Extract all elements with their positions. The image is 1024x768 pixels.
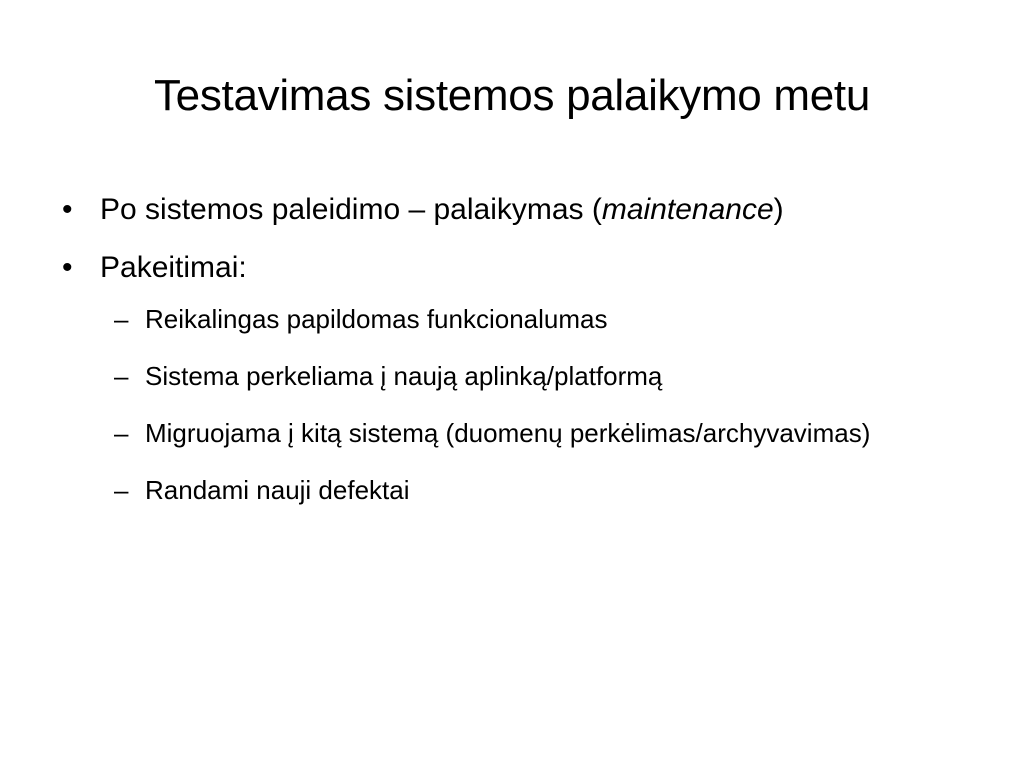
bullet-icon: • <box>62 193 73 226</box>
sub-bullet-list <box>56 300 956 510</box>
sub-bullet-text: Reikalingas papildomas funkcionalumas <box>145 304 608 334</box>
dash-icon: – <box>114 304 129 334</box>
dash-icon: – <box>114 418 129 448</box>
slide-content <box>56 188 956 528</box>
sub-bullet-text: Randami nauji defektai <box>145 475 410 505</box>
bullet-icon: • <box>62 251 73 284</box>
sub-bullet-text: Sistema perkeliama į naują aplinką/platformą <box>145 361 663 391</box>
dash-icon: – <box>114 475 129 505</box>
bullet-text-italic: maintenance <box>601 193 774 226</box>
sub-bullet-item <box>56 414 956 453</box>
bullet-item <box>56 188 956 232</box>
bullet-item <box>56 246 956 290</box>
sub-bullet-item <box>56 471 956 510</box>
sub-bullet-item <box>56 357 956 396</box>
bullet-text-end: ) <box>773 193 784 226</box>
bullet-text-start: Po sistemos paleidimo – palaikymas ( <box>100 193 602 226</box>
dash-icon: – <box>114 361 129 391</box>
slide-title: Testavimas sistemos palaikymo metu <box>153 71 871 120</box>
bullet-text: Pakeitimai: <box>100 251 247 284</box>
sub-bullet-text: Migruojama į kitą sistemą (duomenų perkėlimas/archyvavimas) <box>145 418 871 448</box>
sub-bullet-item <box>56 300 956 339</box>
